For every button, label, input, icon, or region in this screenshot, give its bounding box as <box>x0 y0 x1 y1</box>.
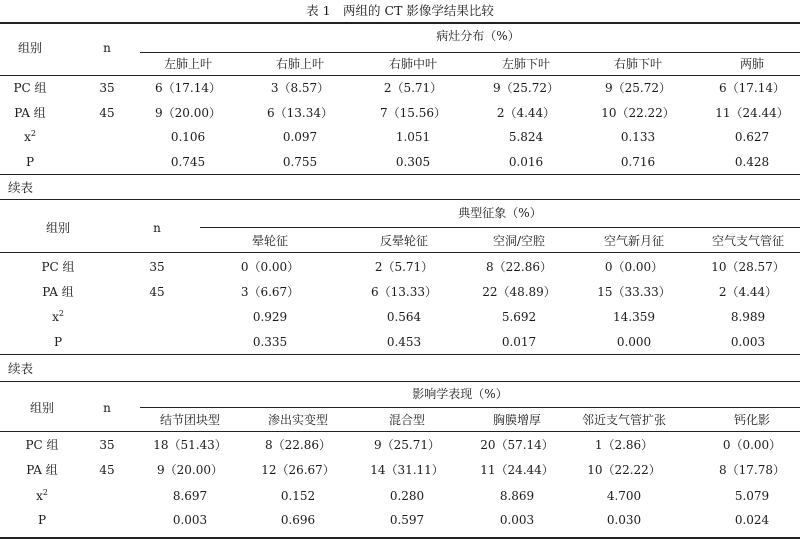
column-header: 反晕轮征 <box>379 234 429 248</box>
table-cell: 0.305 <box>395 155 431 169</box>
column-header: 混合型 <box>388 413 426 427</box>
table-cell: 2（4.44） <box>718 285 778 299</box>
table-cell: 5.692 <box>501 310 537 324</box>
row-label: P <box>53 335 63 349</box>
table-cell: 3（8.57） <box>270 81 330 95</box>
table-caption: 表 1 两组的 CT 影像学结果比较 <box>306 3 494 18</box>
group-header: 影响学表现（%） <box>412 387 508 401</box>
row-label: PC 组 <box>41 260 75 274</box>
table-cell: 8.697 <box>172 489 208 503</box>
table-cell: 5.079 <box>734 489 770 503</box>
group-column-header: 组别 <box>45 221 71 235</box>
row-label: P <box>37 513 47 527</box>
table-cell: 22（48.89） <box>482 285 556 299</box>
table-cell: 2（4.44） <box>496 106 556 120</box>
table-cell: 8（17.78） <box>719 463 785 477</box>
table-cell: 18（51.43） <box>153 438 227 452</box>
table-cell: 0.929 <box>252 310 288 324</box>
row-n: 35 <box>99 81 115 95</box>
table-cell: 0.003 <box>730 335 766 349</box>
table-cell: 11（24.44） <box>715 106 789 120</box>
row-n: 45 <box>99 106 115 120</box>
table-cell: 0.696 <box>280 513 316 527</box>
table-cell: 20（57.14） <box>480 438 554 452</box>
table-cell: 8.869 <box>499 489 535 503</box>
header-bottom-rule <box>0 431 800 432</box>
column-header: 胸膜增厚 <box>492 413 542 427</box>
continued-label: 续表 <box>8 361 34 376</box>
row-n: 45 <box>99 463 115 477</box>
table-cell: 9（20.00） <box>157 463 223 477</box>
table-cell: 15（33.33） <box>597 285 671 299</box>
table-cell: 9（20.00） <box>155 106 221 120</box>
table-cell: 0.133 <box>620 130 656 144</box>
row-n: 35 <box>149 260 165 274</box>
column-header: 空洞/空腔 <box>492 234 546 248</box>
table-cell: 0.745 <box>170 155 206 169</box>
header-bottom-rule <box>0 75 800 76</box>
table-cell: 1.051 <box>395 130 431 144</box>
table-cell: 9（25.71） <box>374 438 440 452</box>
table-cell: 0.716 <box>620 155 656 169</box>
table-cell: 8（22.86） <box>486 260 552 274</box>
table-cell: 5.824 <box>508 130 544 144</box>
row-n: 45 <box>149 285 165 299</box>
group-header-rule <box>200 227 800 228</box>
n-column-header: n <box>103 401 111 415</box>
n-column-header: n <box>153 221 161 235</box>
group-header: 典型征象（%） <box>458 206 542 220</box>
column-header: 左肺上叶 <box>163 57 213 71</box>
column-header: 渗出实变型 <box>267 413 329 427</box>
table-cell: 8（22.86） <box>265 438 331 452</box>
table-cell: 0.024 <box>734 513 770 527</box>
table-cell: 3（6.67） <box>240 285 300 299</box>
group-column-header: 组别 <box>17 41 43 55</box>
column-header: 两肺 <box>739 57 765 71</box>
table-cell: 6（13.33） <box>371 285 437 299</box>
table-top-rule <box>0 381 800 382</box>
continued-label: 续表 <box>8 180 34 195</box>
table-cell: 6（17.14） <box>155 81 221 95</box>
column-header: 空气新月征 <box>603 234 665 248</box>
table-cell: 7（15.56） <box>380 106 446 120</box>
table-cell: 14（31.11） <box>370 463 444 477</box>
table-cell: 0.597 <box>389 513 425 527</box>
column-header: 邻近支气管扩张 <box>581 413 667 427</box>
table-cell: 0.003 <box>172 513 208 527</box>
row-label: $x^2$ <box>36 488 48 503</box>
table-cell: 14.359 <box>613 310 655 324</box>
table-cell: 0.152 <box>280 489 316 503</box>
table-cell: 4.700 <box>606 489 642 503</box>
table-cell: 9（25.72） <box>493 81 559 95</box>
header-bottom-rule <box>0 252 800 253</box>
table-cell: 0（0.00） <box>722 438 782 452</box>
column-header: 空气支气管征 <box>711 234 785 248</box>
table-cell: 0.428 <box>734 155 770 169</box>
superscript: 2 <box>58 309 64 318</box>
table-cell: 8.989 <box>730 310 766 324</box>
column-header: 晕轮征 <box>251 234 289 248</box>
table-cell: 0.106 <box>170 130 206 144</box>
table-cell: 0.335 <box>252 335 288 349</box>
table-cell: 6（17.14） <box>719 81 785 95</box>
table-cell: 10（22.22） <box>587 463 661 477</box>
table-bottom-rule <box>0 354 800 355</box>
column-header: 右肺上叶 <box>275 57 325 71</box>
row-label: $x^2$ <box>24 129 36 144</box>
row-label: $x^2$ <box>52 309 64 324</box>
group-header-rule <box>140 52 800 53</box>
column-header: 结节团块型 <box>159 413 221 427</box>
column-header: 左肺下叶 <box>501 57 551 71</box>
column-header: 右肺下叶 <box>613 57 663 71</box>
table-cell: 10（28.57） <box>711 260 785 274</box>
table-cell: 0.627 <box>734 130 770 144</box>
column-header: 钙化影 <box>733 413 771 427</box>
table-cell: 0（0.00） <box>240 260 300 274</box>
table-top-rule <box>0 22 800 24</box>
superscript: 2 <box>30 129 36 138</box>
table-cell: 0.003 <box>499 513 535 527</box>
table-cell: 2（5.71） <box>383 81 443 95</box>
table-cell: 0（0.00） <box>604 260 664 274</box>
row-label: PA 组 <box>14 106 46 120</box>
table-cell: 0.097 <box>282 130 318 144</box>
row-label: P <box>25 155 35 169</box>
table-cell: 0.280 <box>389 489 425 503</box>
table-cell: 0.755 <box>282 155 318 169</box>
n-column-header: n <box>103 41 111 55</box>
row-label: PC 组 <box>13 81 47 95</box>
table-cell: 0.030 <box>606 513 642 527</box>
table-cell: 10（22.22） <box>601 106 675 120</box>
table-cell: 0.017 <box>501 335 537 349</box>
column-header: 右肺中叶 <box>388 57 438 71</box>
row-n: 35 <box>99 438 115 452</box>
superscript: 2 <box>42 488 48 497</box>
group-header: 病灶分布（%） <box>436 29 520 43</box>
table-cell: 0.453 <box>386 335 422 349</box>
table-top-rule <box>0 199 800 200</box>
table-cell: 0.564 <box>386 310 422 324</box>
table-cell: 12（26.67） <box>261 463 335 477</box>
group-header-rule <box>140 407 800 408</box>
table-cell: 6（13.34） <box>267 106 333 120</box>
table-cell: 9（25.72） <box>605 81 671 95</box>
table-cell: 0.000 <box>616 335 652 349</box>
table-cell: 2（5.71） <box>374 260 434 274</box>
table-cell: 1（2.86） <box>594 438 654 452</box>
table-cell: 11（24.44） <box>480 463 554 477</box>
table-bottom-rule <box>0 174 800 175</box>
row-label: PC 组 <box>25 438 59 452</box>
row-label: PA 组 <box>26 463 58 477</box>
row-label: PA 组 <box>42 285 74 299</box>
table-cell: 0.016 <box>508 155 544 169</box>
group-column-header: 组别 <box>29 401 55 415</box>
